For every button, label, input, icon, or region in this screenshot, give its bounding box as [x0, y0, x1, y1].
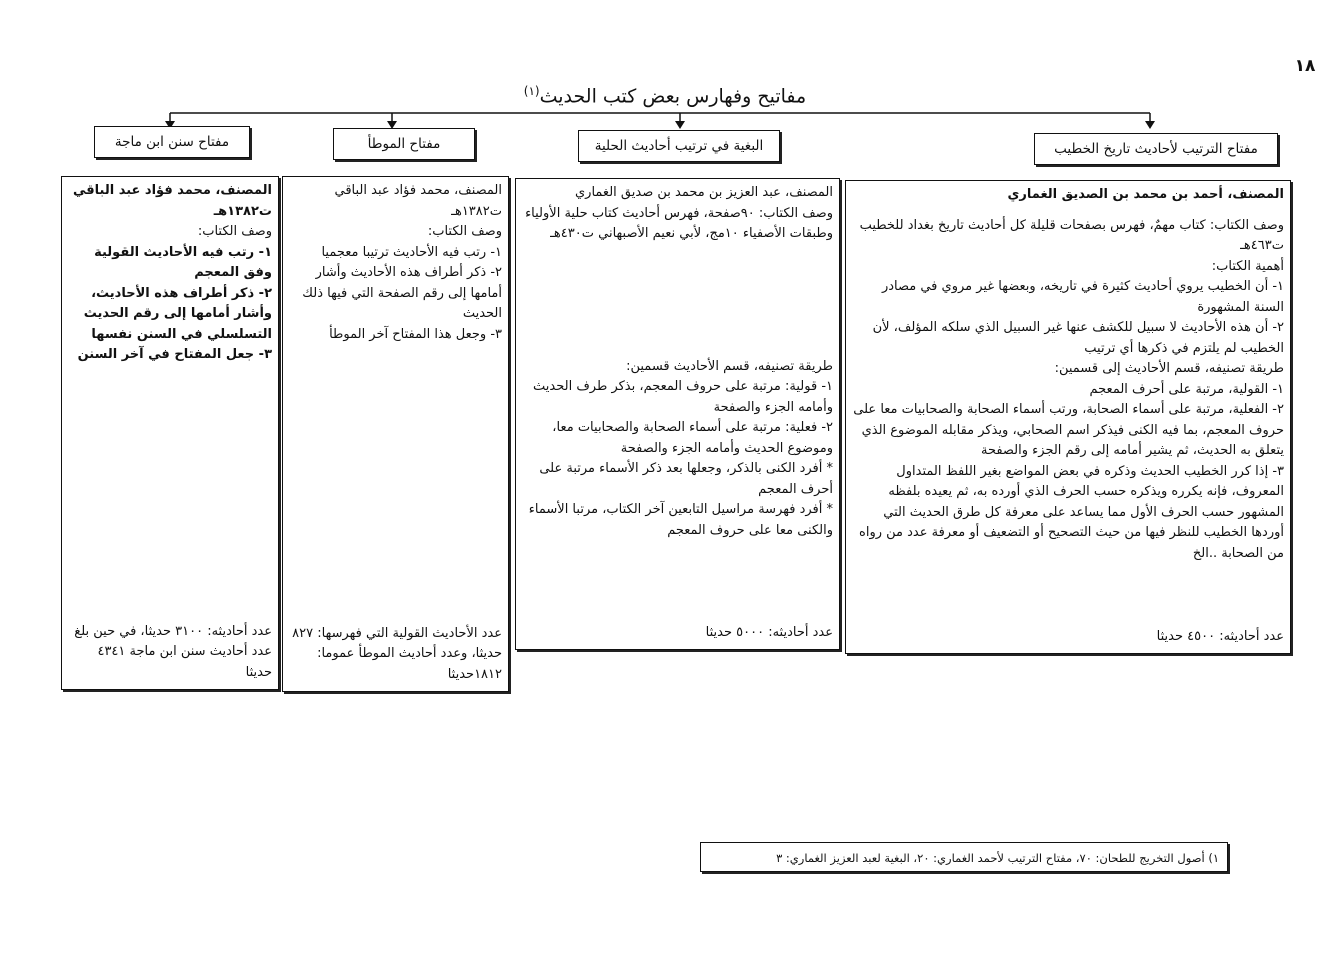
hilya-description: وصف الكتاب: ٩٠صفحة، فهرس أحاديث كتاب حلية الأولياء وطبقات الأصفياء ١٠مج، لأبي نعيم الأصبهاني ت٤٣٠هـ — [525, 205, 833, 241]
title-text: مفاتيح وفهارس بعض كتب الحديث — [539, 85, 807, 108]
khatib-importance-title: أهمية الكتاب: — [1211, 258, 1284, 274]
footnote-ref: (١) — [523, 84, 540, 98]
khatib-method-item: ٣- إذا كرر الخطيب الحديث وذكره في بعض المواضع بغير اللفظ المتداول المعروف، فإنه يكرره ويذكره حسب الحرف الذي أورده به، ثم يعيده بلفظه المشهور حسب الحرف الأول مما يساعد على معرفة كل طرق الحديث التي أوردها الخطيب للنظر فيها من حيث التصحيح أو التضعيف أو معرفة عدد من رواه من الصحابة ..الخ — [859, 463, 1284, 561]
muwatta-item: ١- رتب فيه الأحاديث ترتيبا معجميا — [321, 244, 502, 260]
ibnmajah-item: ٢- ذكر أطراف هذه الأحاديث، وأشار أمامها إلى رقم الحديث التسلسلي في السنن نفسها — [83, 285, 272, 342]
ibnmajah-author: المصنف، محمد فؤاد عبد الباقي ت١٣٨٢هـ — [72, 183, 272, 219]
header-ibnmajah: مفتاح سنن ابن ماجة — [94, 126, 250, 158]
box-hilya — [515, 178, 840, 650]
page-title — [430, 84, 900, 107]
khatib-importance-item: ٢- أن هذه الأحاديث لا سبيل للكشف عنها غير السبيل الذي سلكه المؤلف، لأن الخطيب لم يلتزم في ذكرها أي ترتيب — [872, 320, 1284, 356]
muwatta-count: عدد الأحاديث القولية التي فهرسها: ٨٢٧ حديثا، وعدد أحاديث الموطأ عموما: ١٨١٢حديثا — [292, 625, 502, 682]
hilya-method-item: * أفرد الكنى بالذكر، وجعلها بعد ذكر الأسماء مرتبة على أحرف المعجم — [539, 461, 833, 497]
ibnmajah-item: ٣- جعل المفتاح في آخر السنن — [77, 347, 272, 362]
hilya-author: المصنف، عبد العزيز بن محمد بن صديق الغماري — [575, 185, 833, 200]
box-muwatta — [282, 176, 509, 692]
ibnmajah-description-title: وصف الكتاب: — [197, 224, 272, 239]
hilya-method-title: طريقة تصنيفه، قسم الأحاديث قسمين: — [626, 358, 833, 374]
ibnmajah-count: عدد أحاديثه: ٣١٠٠ حديثا، في حين بلغ عدد أحاديث سنن ابن ماجة ٤٣٤١ حديثا — [74, 623, 272, 680]
hilya-method-item: ٢- فعلية: مرتبة على أسماء الصحابة والصحابيات معا، وموضوع الحديث وأمامه الجزء والصفحة — [552, 420, 833, 456]
khatib-method-title: طريقة تصنيفه، قسم الأحاديث إلى قسمين: — [1054, 361, 1284, 376]
header-muwatta: مفتاح الموطأ — [333, 128, 475, 160]
ibnmajah-item: ١- رتب فيه الأحاديث القولية وفق المعجم — [94, 244, 272, 280]
muwatta-item: ٣- وجعل هذا المفتاح آخر الموطأ — [329, 326, 502, 342]
khatib-method-item: ٢- الفعلية، مرتبة على أسماء الصحابة، ورتب أسماء الصحابة والصحابيات معا على حروف المعجم، بما فيه الكنى فيذكر اسم الصحابي، ويذكر مقابله الموضوع الذي يتعلق به الحديث، ثم يشير أمامه إلى رقم الجزء والصفحة — [853, 402, 1284, 458]
khatib-importance-item: ١- أن الخطيب يروي أحاديث كثيرة في تاريخه، وبعضها غير مروي في مصادر السنة المشهورة — [881, 279, 1284, 315]
hilya-count: عدد أحاديثه: ٥٠٠٠ حديثا — [705, 624, 833, 640]
khatib-count: عدد أحاديثه: ٤٥٠٠ حديثا — [1156, 628, 1284, 644]
hilya-method-item: ١- قولية: مرتبة على حروف المعجم، بذكر طرف الحديث وأمامه الجزء والصفحة — [533, 379, 833, 415]
footnote: ١) أصول التخريج للطحان: ٧٠، مفتاح الترتيب لأحمد الغماري: ٢٠، البغية لعبد العزيز الغماري: ٣ — [700, 842, 1228, 872]
hilya-method-item: * أفرد فهرسة مراسيل التابعين آخر الكتاب، مرتبا الأسماء والكنى معا على حروف المعجم — [528, 502, 833, 538]
khatib-method-item: ١- القولية، مرتبة على أحرف المعجم — [1089, 381, 1284, 397]
page-number: ١٨ — [1294, 56, 1316, 76]
box-ibnmajah — [61, 176, 279, 690]
khatib-author: المصنف، أحمد بن محمد بن الصديق الغماري — [1007, 187, 1284, 202]
khatib-description: وصف الكتاب: كتاب مهمٌ، فهرس بصفحات قليلة كل أحاديث تاريخ بغداد للخطيب ت٤٦٣هـ — [859, 217, 1284, 253]
muwatta-item: ٢- ذكر أطراف هذه الأحاديث وأشار أمامها إلى رقم الصفحة التي فيها ذلك الحديث — [302, 265, 502, 321]
header-hilya: البغية في ترتيب أحاديث الحلية — [578, 130, 780, 162]
muwatta-author: المصنف، محمد فؤاد عبد الباقي ت١٣٨٢هـ — [334, 183, 502, 219]
box-khatib — [845, 180, 1291, 654]
muwatta-description-title: وصف الكتاب: — [427, 224, 502, 239]
header-khatib: مفتاح الترتيب لأحاديث تاريخ الخطيب — [1034, 133, 1278, 165]
